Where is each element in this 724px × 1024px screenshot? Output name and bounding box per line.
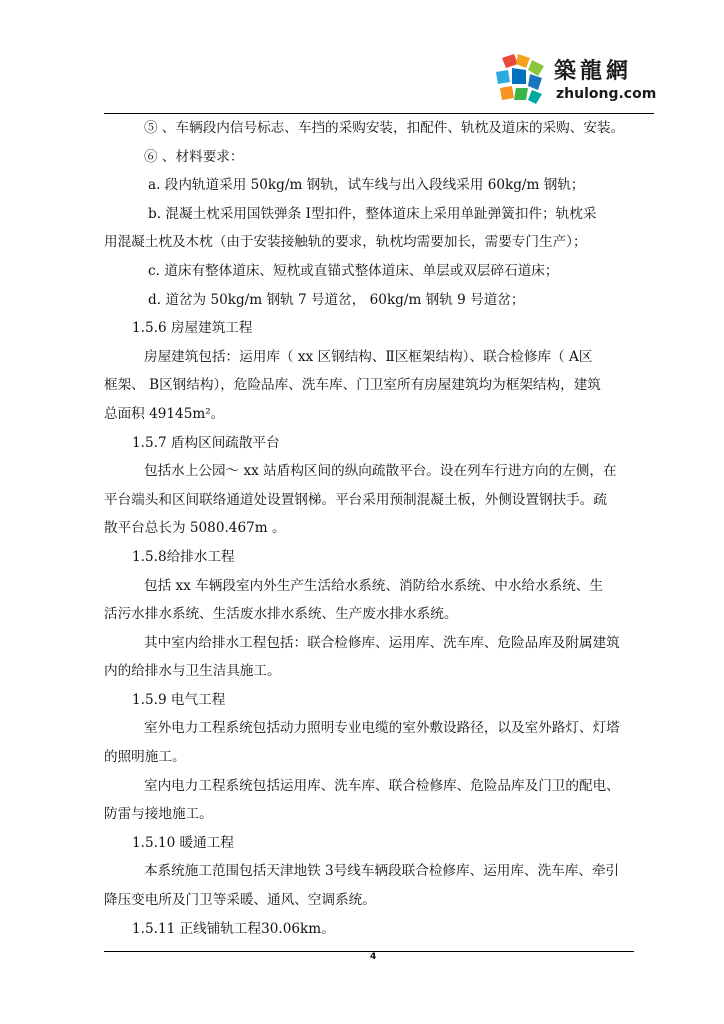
paragraph-line: 室内电力工程系统包括运用库、洗车库、联合检修库、危险品库及门卫的配电、 [144,777,620,794]
paragraph-line: 包括水上公园～ xx 站盾构区间的纵向疏散平台。设在列车行进方向的左侧，在 [144,463,617,480]
paragraph-line: 其中室内给排水工程包括：联合检修库、运用库、洗车库、危险品库及附属建筑 [144,634,620,651]
paragraph-line: 包括 xx 车辆段室内外生产生活给水系统、消防给水系统、中水给水系统、生 [144,577,603,594]
paragraph-line: 室外电力工程系统包括动力照明专业电缆的室外敷设路径，以及室外路灯、灯塔 [144,720,620,737]
logo-chinese-name: 築龍網 [554,59,633,84]
page-number: 4 [370,952,377,962]
paragraph-line: 平台端头和区间联络通道处设置钢梯。平台采用预制混凝土板，外侧设置钢扶手。疏 [104,491,607,508]
document-body [104,114,654,943]
paragraph-line: 总面积 49145m²。 [104,405,225,422]
cube-logo-icon [492,50,550,106]
paragraph-line: 本系统施工范围包括天津地铁 3号线车辆段联合检修库、运用库、洗车库、牵引 [144,863,620,880]
paragraph-line: 活污水排水系统、生活废水排水系统、生产废水排水系统。 [104,606,458,623]
paragraph-line: 框架、 B区钢结构），危险品库、洗车库、门卫室所有房屋建筑均为框架结构，建筑 [104,377,601,394]
section-heading: 1.5.11 正线铺轨工程30.06km。 [132,920,335,937]
list-item: d. 道岔为 50kg/m 钢轨 7 号道岔， 60kg/m 钢轨 9 号道岔； [148,291,525,308]
paragraph-line: 散平台总长为 5080.467m 。 [104,520,286,537]
section-heading: 1.5.9 电气工程 [132,691,226,708]
paragraph-line: 防雷与接地施工。 [104,806,213,823]
paragraph-line: 用混凝土枕及木枕（由于安装接触轨的要求，轨枕均需要加长，需要专门生产）； [104,234,587,251]
list-item: c. 道床有整体道床、短枕或直锚式整体道床、单层或双层碎石道床； [148,262,559,279]
paragraph-line: 降压变电所及门卫等采暖、通风、空调系统。 [104,892,376,909]
paragraph-line: 房屋建筑包括：运用库（ xx 区钢结构、Ⅱ区框架结构）、联合检修库（ A区 [144,348,593,365]
paragraph-line: 内的给排水与卫生洁具施工。 [104,663,281,680]
section-heading: 1.5.7 盾构区间疏散平台 [132,434,280,451]
section-heading: 1.5.8给排水工程 [132,548,235,565]
list-item: ⑥ 、材料要求： [144,148,244,165]
section-heading: 1.5.10 暖通工程 [132,834,234,851]
paragraph-line: 的照明施工。 [104,749,186,766]
footer-rule [104,951,634,952]
list-item: ⑤ 、车辆段内信号标志、车挡的采购安装，扣配件、轨枕及道床的采购、安装。 [144,120,625,136]
list-item: b. 混凝土枕采用国铁弹条 Ⅰ型扣件，整体道床上采用单趾弹簧扣件；轨枕采 [148,205,597,222]
zhulong-logo [492,44,672,112]
logo-domain: zhulong.com [556,86,657,102]
section-heading: 1.5.6 房屋建筑工程 [132,320,253,337]
list-item: a. 段内轨道采用 50kg/m 钢轨，试车线与出入段线采用 60kg/m 钢轨； [148,177,585,194]
